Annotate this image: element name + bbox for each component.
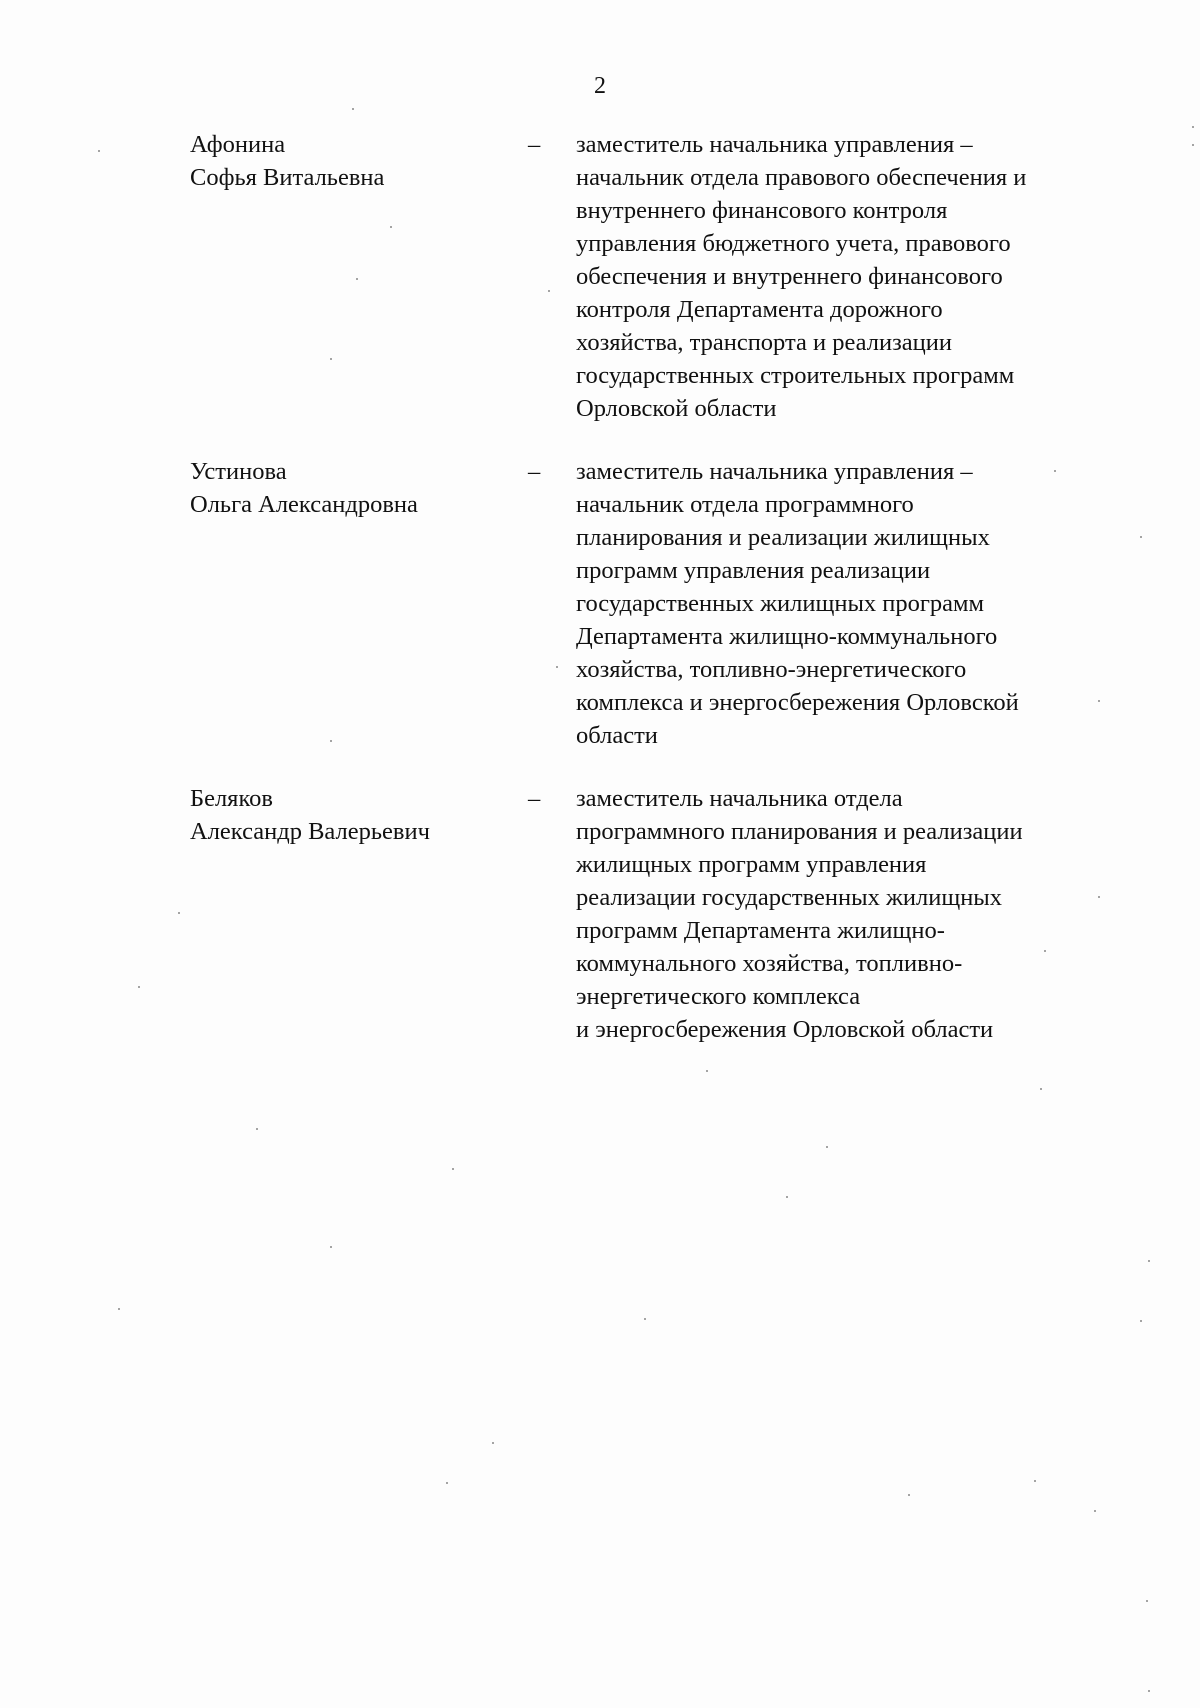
person-given-names: Ольга Александровна [190, 491, 418, 518]
person-given-names: Софья Витальевна [190, 164, 385, 191]
position-line: обеспечения и внутреннего финансового [576, 263, 1003, 290]
position-line: планирования и реализации жилищных [576, 524, 990, 551]
position-description [576, 782, 1116, 1046]
position-line: Департамента жилищно-коммунального [576, 623, 998, 650]
page-number: 2 [594, 73, 606, 99]
position-line: программ Департамента жилищно- [576, 917, 945, 944]
person-surname: Афонина [190, 131, 286, 158]
position-line: начальник отдела программного [576, 491, 914, 518]
position-line: заместитель начальника управления – [576, 458, 973, 485]
person-surname: Устинова [190, 458, 287, 485]
position-line: и энергосбережения Орловской области [576, 1016, 994, 1043]
position-line: хозяйства, топливно-энергетического [576, 656, 967, 683]
separator-dash: – [528, 131, 541, 158]
person-surname: Беляков [190, 785, 273, 812]
position-line: контроля Департамента дорожного [576, 296, 943, 323]
position-line: жилищных программ управления [576, 851, 927, 878]
position-line: управления бюджетного учета, правового [576, 230, 1011, 257]
position-line: хозяйства, транспорта и реализации [576, 329, 952, 356]
separator-dash: – [528, 785, 541, 812]
position-line: энергетического комплекса [576, 983, 861, 1010]
position-line: программ управления реализации [576, 557, 931, 584]
position-line: государственных строительных программ [576, 362, 1015, 389]
position-line: коммунального хозяйства, топливно- [576, 950, 963, 977]
person-name [190, 128, 510, 194]
position-line: заместитель начальника управления – [576, 131, 973, 158]
person-name [190, 782, 510, 848]
position-line: Орловской области [576, 395, 777, 422]
position-line: внутреннего финансового контроля [576, 197, 948, 224]
person-name [190, 455, 510, 521]
separator-dash: – [528, 458, 541, 485]
person-given-names: Александр Валерьевич [190, 818, 430, 845]
position-line: области [576, 722, 658, 749]
position-line: реализации государственных жилищных [576, 884, 1003, 911]
position-line: государственных жилищных программ [576, 590, 985, 617]
position-line: начальник отдела правового обеспечения и [576, 164, 1027, 191]
position-description [576, 455, 1116, 752]
position-description [576, 128, 1116, 425]
position-line: программного планирования и реализации [576, 818, 1023, 845]
position-line: комплекса и энергосбережения Орловской [576, 689, 1019, 716]
position-line: заместитель начальника отдела [576, 785, 903, 812]
